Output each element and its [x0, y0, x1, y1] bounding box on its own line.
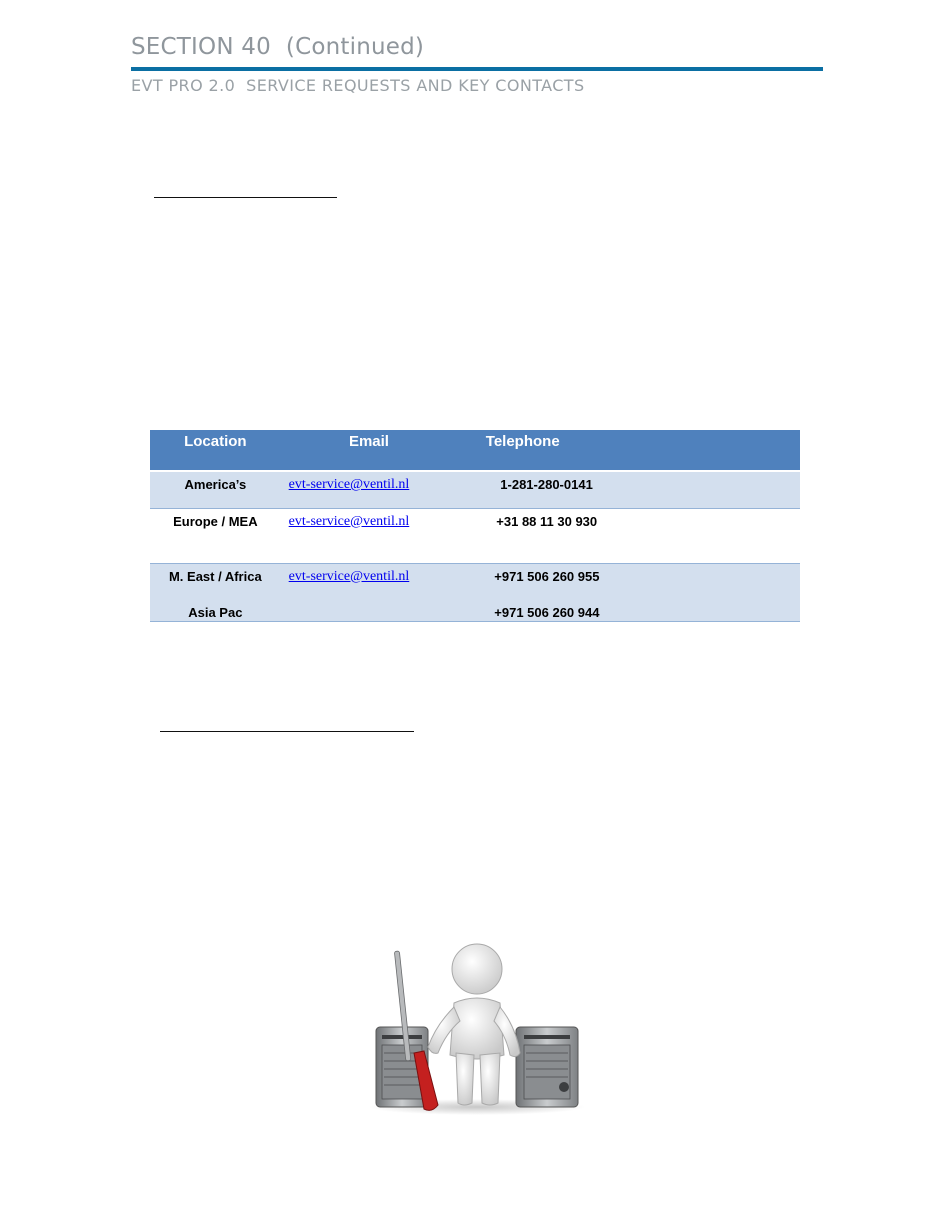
table-row	[150, 563, 800, 621]
email-link[interactable]: evt-service@ventil.nl	[288, 513, 410, 529]
telephone-cell: 1-281-280-0141	[457, 471, 800, 508]
email-cell	[281, 471, 458, 508]
table-row	[150, 508, 800, 563]
telephone-cell: +31 88 11 30 930	[457, 508, 800, 563]
telephone-line: +971 506 260 944	[494, 604, 600, 620]
location-cell: Europe / MEA	[150, 508, 281, 563]
contacts-table	[150, 430, 800, 622]
technician-with-screwdriver-and-computers-icon	[366, 935, 588, 1117]
heading-underline-1	[154, 197, 337, 198]
section-subtitle: EVT PRO 2.0 SERVICE REQUESTS AND KEY CONTACTS	[131, 76, 585, 95]
column-header-blank	[588, 430, 800, 471]
email-link[interactable]: evt-service@ventil.nl	[288, 568, 410, 584]
column-header-email: Email	[281, 430, 458, 471]
table-header-row	[150, 430, 800, 471]
location-line: M. East / Africa	[168, 568, 262, 584]
telephone-cell	[457, 563, 800, 621]
heading-underline-2	[160, 731, 414, 732]
location-line: Asia Pac	[188, 604, 243, 620]
email-cell	[281, 563, 458, 621]
header-rule	[131, 67, 823, 71]
email-cell	[281, 508, 458, 563]
column-header-telephone: Telephone	[457, 430, 588, 471]
table-row	[150, 471, 800, 508]
column-header-location: Location	[150, 430, 281, 471]
telephone-line: +971 506 260 955	[494, 568, 600, 584]
section-title: SECTION 40 (Continued)	[131, 34, 425, 60]
location-cell	[150, 563, 281, 621]
location-cell: America’s	[150, 471, 281, 508]
email-link[interactable]: evt-service@ventil.nl	[288, 477, 410, 492]
